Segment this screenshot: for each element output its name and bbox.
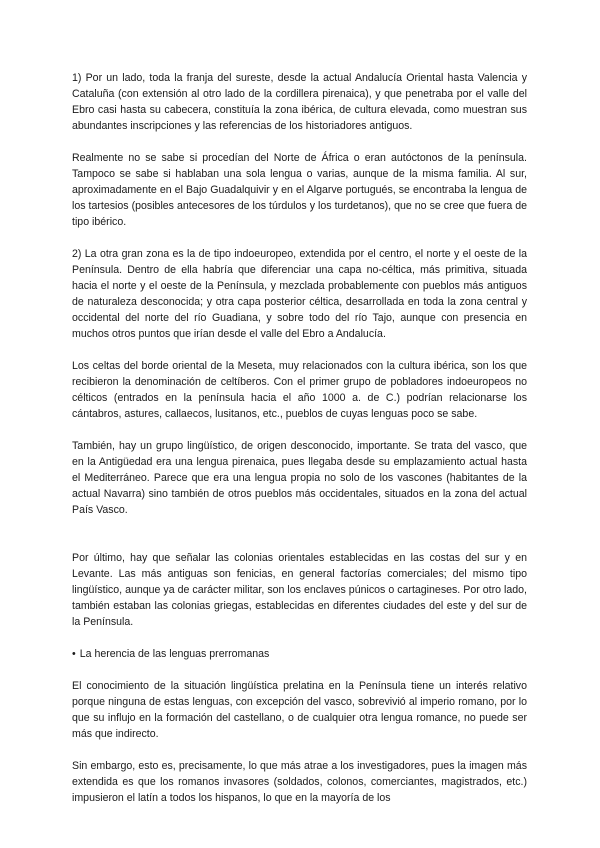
paragraph-iberian-zone: 1) Por un lado, toda la franja del sureste, desde la actual Andalucía Oriental hasta Valencia y Cataluña (con extensión al otro lado de la cordillera pirenaica), y que penetraba por el valle del Ebro casi hasta su cabecera, constituía la zona ibérica, de cultura elevada, como muestran sus abundantes inscripciones y las referencias de los historiadores antiguos. [72,72,527,132]
section-heading [72,646,527,662]
paragraph-basque: También, hay un grupo lingüístico, de origen desconocido, importante. Se trata del vasco, que en la Antigüedad era una lengua pirenaica, pues llegaba desde su emplazamiento actual hasta el Mediterráneo. Parece que era una lengua propia no solo de los vascones (habitantes de la actual Navarra) sino también de otros pueblos más occidentales, situados en la zona del actual País Vasco. [72,440,527,516]
paragraph-iberian-origin: Realmente no se sabe si procedían del Norte de África o eran autóctonos de la península. Tampoco se sabe si hablaban una sola lengua o varias, aunque de la misma familia. Al sur, aproximadamente en el Bajo Guadalquivir y en el Algarve portugués, se encontraba la lengua de los tartesios (posibles antecesores de los túrdulos y los turdetanos), que no se cree que fuera de tipo ibérico. [72,152,527,228]
paragraph-celtiberians: Los celtas del borde oriental de la Meseta, muy relacionados con la cultura ibérica, son los que recibieron la denominación de celtíberos. Con el primer grupo de pobladores indoeuropeos no célticos (entrados en la península hacia el año 1000 a. de C.) podrían relacionarse los cántabros, astures, callaecos, lusitanos, etc., pueblos de cuyas lenguas poco se sabe. [72,360,527,420]
paragraph-prelatin-knowledge: El conocimiento de la situación lingüística prelatina en la Península tiene un interés relativo porque ninguna de estas lenguas, con excepción del vasco, sobrevivió al imperio romano, por lo que su influjo en la formación del castellano, o de cualquier otra lengua romance, no puede ser más que indirecto. [72,680,527,740]
bullet-icon: • [72,648,76,660]
paragraph-colonies: Por último, hay que señalar las colonias orientales establecidas en las costas del sur y en Levante. Las más antiguas son fenicias, en general factorías comerciales; del mismo tipo lingüístico, aunque ya de carácter militar, son los enclaves púnicos o cartagineses. Por otro lado, también estaban las colonias griegas, establecidas en diferentes ciudades del este y del sur de la Península. [72,552,527,628]
section-heading-text: La herencia de las lenguas prerromanas [79,648,270,660]
paragraph-indoeuropean-zone: 2) La otra gran zona es la de tipo indoeuropeo, extendida por el centro, el norte y el oeste de la Península. Dentro de ella habría que diferenciar una capa no-céltica, más primitiva, situada hacia el norte y el oeste de la Península, y mezclada probablemente con pueblos más antiguos de naturaleza desconocida; y otra capa posterior céltica, desarrollada en toda la zona central y occidental del norte del río Guadiana, y sobre todo del río Tajo, aunque con presencia en muchos otros puntos que irían desde el valle del Ebro a Andalucía. [72,248,527,340]
document-body [72,70,527,822]
paragraph-researchers: Sin embargo, esto es, precisamente, lo que más atrae a los investigadores, pues la imagen más extendida es que los romanos invasores (soldados, colonos, comerciantes, magistrados, etc.) impusieron el latín a todos los hispanos, lo que en la mayoría de los [72,760,527,804]
